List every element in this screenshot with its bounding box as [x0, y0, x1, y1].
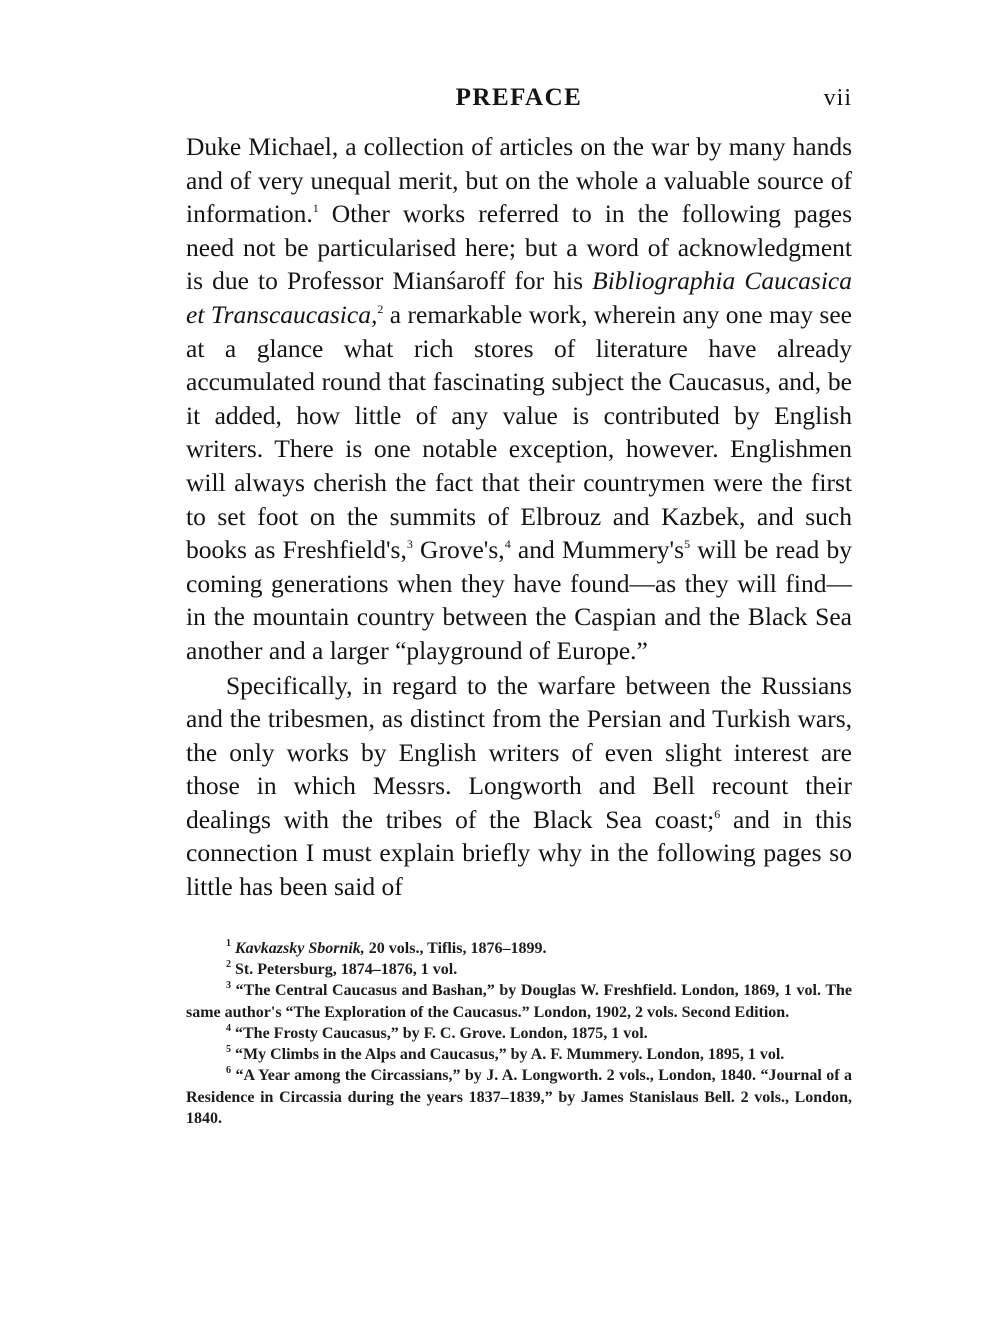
paragraph-1	[186, 130, 852, 668]
footnote-4-text: “The Frosty Caucasus,” by F. C. Grove. London, 1875, 1 vol.	[231, 1024, 648, 1042]
footnote-ref-6: 6	[714, 806, 721, 821]
footnote-4	[186, 1023, 852, 1044]
footnote-ref-1: 1	[312, 201, 319, 216]
footnote-marker: 4	[226, 1022, 231, 1034]
footnote-marker: 2	[226, 958, 231, 970]
footnotes	[186, 938, 852, 1130]
footnote-5	[186, 1044, 852, 1065]
running-head	[186, 84, 852, 124]
footnote-marker: 6	[226, 1065, 231, 1077]
footnote-3-text: “The Central Caucasus and Bashan,” by Douglas W. Freshfield. London, 1869, 1 vol. The same author's “The Exploration of the Caucasus.” London, 1902, 2 vols. Second Edition.	[186, 982, 852, 1021]
paragraph-1-text-4: Grove's,	[412, 535, 505, 565]
footnote-5-text: “My Climbs in the Alps and Caucasus,” by A. F. Mummery. London, 1895, 1 vol.	[231, 1046, 785, 1064]
page-number: vii	[823, 85, 852, 111]
paragraph-2-text-1: Specifically, in regard to the warfare between the Russians and the tribesmen, as distinct from the Persian and Turkish wars, the only works by English writers of even slight interest are those in which Messrs. Longworth and Bell recount their dealings with the tribes of the Black Sea coast;	[186, 670, 852, 834]
body-text	[186, 130, 852, 904]
paragraph-2	[186, 669, 852, 904]
paragraph-2-text-2: and in this connection I must explain briefly why in the following pages so little has been said of	[186, 804, 852, 902]
footnote-2-text: St. Petersburg, 1874–1876, 1 vol.	[231, 960, 458, 978]
book-page	[186, 84, 852, 1129]
footnote-ref-4: 4	[504, 537, 511, 552]
footnote-6-text: “A Year among the Circassians,” by J. A. Longworth. 2 vols., London, 1840. “Journal of a Residence in Circassia during the years 1837–1839,” by James Stanislaus Bell. 2 vols., London, 1840.	[186, 1067, 852, 1128]
paragraph-1-text-1: Duke Michael, a collection of articles on the war by many hands and of very unequal merit, but on the whole a valuable source of information.	[186, 132, 852, 229]
bibliography-title: Bibliographia Caucasica et Transcaucasica,	[186, 266, 852, 329]
footnote-1-text: 20 vols., Tiflis, 1876–1899.	[364, 939, 547, 957]
paragraph-1-text-6: will be read by coming generations when they have found—as they will find—in the mountain country between the Caspian and the Black Sea another and a larger “playground of Europe.”	[186, 535, 852, 665]
paragraph-1-text-2: Other works referred to in the following pages need not be particularised here; but a word of acknowledgment is due to Professor Mianśaroff for his	[186, 199, 852, 296]
footnote-2	[186, 959, 852, 980]
footnote-1-italic: Kavkazsky Sbornik,	[235, 939, 365, 957]
footnote-ref-5: 5	[684, 537, 691, 552]
footnote-6	[186, 1065, 852, 1129]
paragraph-1-text-5: and Mummery's	[510, 535, 685, 565]
footnote-marker: 3	[226, 980, 231, 992]
footnote-marker: 1	[226, 937, 231, 949]
footnote-3	[186, 980, 852, 1023]
running-title: PREFACE	[455, 84, 583, 111]
footnote-ref-3: 3	[406, 537, 413, 552]
footnote-1	[186, 938, 852, 959]
paragraph-1-text-3: a remarkable work, wherein any one may see at a glance what rich stores of literature have already accumulated round that fascinating subject the Caucasus, and, be it added, how little of any value is contributed by English writers. There is one notable exception, however. Englishmen will always cherish the fact that their countrymen were the first to set foot on the summits of Elbrouz and Kazbek, and such books as Freshfield's,	[186, 299, 852, 565]
footnote-ref-2: 2	[377, 301, 384, 316]
footnote-marker: 5	[226, 1044, 231, 1056]
